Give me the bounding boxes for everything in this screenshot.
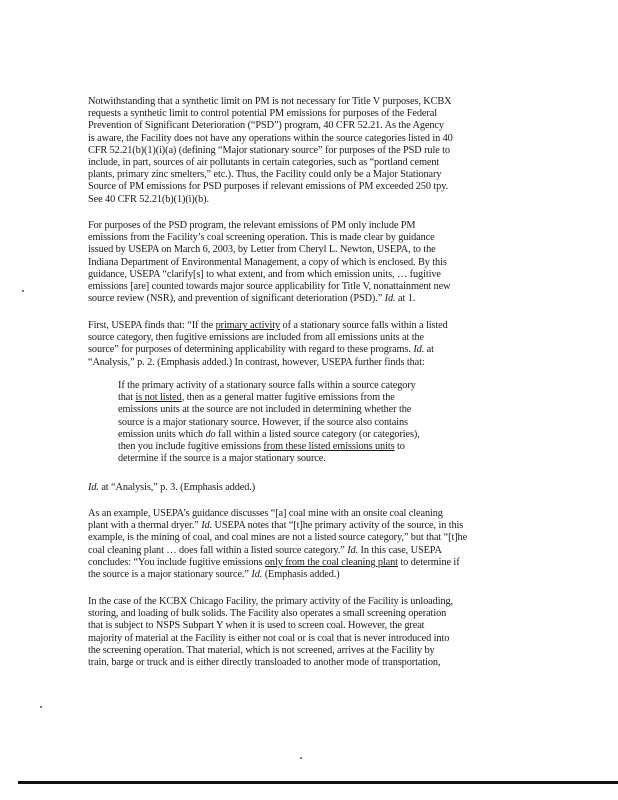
text-line: “Analysis,” p. 2. (Emphasis added.) In contrast, however, USEPA further finds that:: [88, 356, 425, 368]
text-line: Prevention of Significant Deterioration (“PSD”) program, 40 CFR 52.21. As the Agency: [88, 120, 444, 132]
paragraph-kcbx-chicago: [88, 596, 453, 669]
block-quote: [118, 380, 420, 465]
scan-speck: [22, 290, 24, 292]
text-line: Id. at “Analysis,” p. 3. (Emphasis added.): [88, 482, 256, 493]
text-line: train, barge or truck and is either directly transloaded to another mode of transportation,: [88, 657, 441, 669]
text-line: CFR 52.21(b)(1)(i)(a) (defining “Major stationary source” for purposes of the PSD rule to: [88, 144, 450, 156]
text-line: example, is the mining of coal, and coal mines are not a listed source category,” but that “[t]he: [88, 532, 468, 544]
text-line: requests a synthetic limit to control potential PM emissions for purposes of the Federal: [88, 108, 437, 120]
text-line: First, USEPA finds that: “If the primary activity of a stationary source falls within a listed: [88, 320, 448, 331]
text-line: Notwithstanding that a synthetic limit on PM is not necessary for Title V purposes, KCBX: [88, 96, 452, 107]
text-line: then you include fugitive emissions from these listed emissions units to: [118, 441, 405, 453]
text-line: source review (NSR), and prevention of significant deterioration (PSD).” Id. at 1.: [88, 293, 416, 305]
text-line: majority of material at the Facility is either not coal or is coal that is never introduced into: [88, 632, 450, 644]
text-line: emissions [are] counted towards major source applicability for Title V, nonattainment new: [88, 281, 451, 293]
scan-speck: [40, 706, 42, 708]
text-line: emission units which do fall within a listed source category (or categories),: [118, 428, 420, 440]
text-line: emissions units at the source are not included in determining whether the: [118, 404, 412, 416]
paragraph-synthetic-limit: [88, 96, 453, 206]
text-line: that is not listed, then as a general matter fugitive emissions from the: [118, 392, 395, 404]
text-line: storing, and loading of bulk solids. The Facility also operates a small screening operation: [88, 608, 447, 620]
text-line: coal cleaning plant … does fall within a listed source category.” Id. In this case, USEPA: [88, 544, 442, 556]
citation-analysis: [88, 482, 255, 494]
text-line: plants, primary zinc smelters,” etc.). Thus, the Facility could only be a Major Stationary: [88, 169, 442, 181]
text-line: In the case of the KCBX Chicago Facility, the primary activity of the Facility is unloading,: [88, 596, 454, 607]
paragraph-example: [88, 508, 467, 581]
bottom-scan-border: [18, 781, 618, 784]
text-line: issued by USEPA on March 6, 2003, by Letter from Cheryl L. Newton, USEPA, to the: [88, 244, 436, 256]
text-line: determine if the source is a major stationary source.: [118, 453, 326, 465]
text-line: is aware, the Facility does not have any operations within the source categories listed in 40: [88, 132, 453, 144]
text-line: source category, then fugitive emissions are included from all emissions units at the: [88, 332, 424, 344]
paragraph-first-usepa: [88, 320, 448, 369]
text-line: emissions from the Facility’s coal screening operation. This is made clear by guidance: [88, 232, 435, 244]
scan-speck: [300, 757, 302, 759]
text-line: For purposes of the PSD program, the relevant emissions of PM only include PM: [88, 220, 416, 231]
text-line: As an example, USEPA’s guidance discusses “[a] coal mine with an onsite coal cleaning: [88, 508, 443, 519]
text-line: the screening operation. That material, which is not screened, arrives at the Facility by: [88, 644, 435, 656]
text-line: See 40 CFR 52.21(b)(1)(i)(b).: [88, 193, 209, 205]
text-line: source is a major stationary source. However, if the source also contains: [118, 416, 408, 428]
text-line: the source is a major stationary source.” Id. (Emphasis added.): [88, 569, 340, 581]
text-line: guidance, USEPA “clarify[s] to what extent, and from which emission units, … fugitive: [88, 268, 441, 280]
text-line: If the primary activity of a stationary source falls within a source category: [118, 380, 416, 391]
text-line: that is subject to NSPS Subpart Y when it is used to screen coal. However, the great: [88, 620, 425, 632]
text-line: Source of PM emissions for PSD purposes if relevant emissions of PM exceeded 250 tpy.: [88, 181, 449, 193]
text-line: plant with a thermal dryer.” Id. USEPA notes that “[t]he primary activity of the source, in this: [88, 520, 464, 532]
text-line: include, in part, sources of air pollutants in certain categories, such as “portland cement: [88, 157, 440, 169]
paragraph-psd-program: [88, 220, 450, 305]
text-line: source” for purposes of determining applicability with regard to these programs. Id. at: [88, 344, 434, 356]
text-line: Indiana Department of Environmental Management, a copy of which is enclosed. By this: [88, 256, 447, 268]
text-line: concludes: “You include fugitive emissions only from the coal cleaning plant to determine if: [88, 556, 460, 568]
